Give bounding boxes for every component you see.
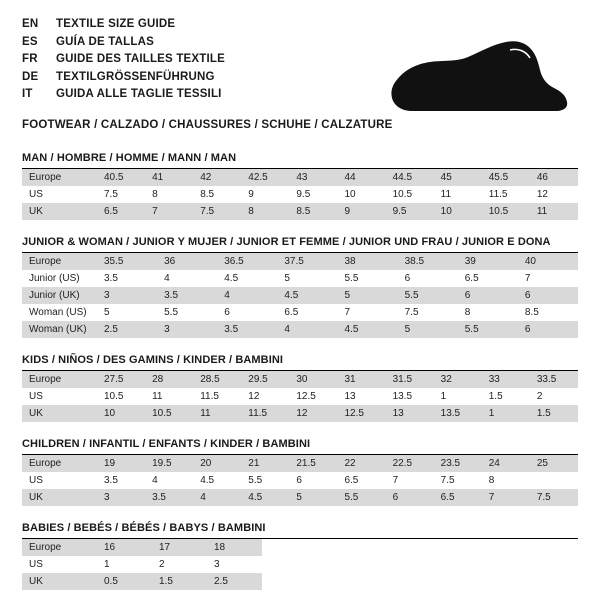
language-code: ES xyxy=(22,35,38,48)
size-cell: 13 xyxy=(337,388,385,405)
table-row xyxy=(22,371,578,388)
size-table xyxy=(22,253,578,338)
size-cell: 5.5 xyxy=(458,321,518,338)
size-cell: 3.5 xyxy=(145,489,193,506)
size-cell: 7.5 xyxy=(434,472,482,489)
size-cell: 8.5 xyxy=(193,186,241,203)
size-cell: 6 xyxy=(289,472,337,489)
size-table-wrap xyxy=(22,539,578,590)
table-row xyxy=(22,321,578,338)
row-label: UK xyxy=(22,489,97,506)
row-label: Europe xyxy=(22,455,97,472)
size-cell: 2.5 xyxy=(207,573,262,590)
row-label: UK xyxy=(22,405,97,422)
size-cell: 45 xyxy=(434,169,482,186)
size-cell: 5 xyxy=(277,270,337,287)
size-cell: 1 xyxy=(97,556,152,573)
size-cell: 4.5 xyxy=(277,287,337,304)
language-title: GUIDE DES TAILLES TEXTILE xyxy=(56,53,225,65)
table-row xyxy=(22,304,578,321)
size-cell: 18 xyxy=(207,539,262,556)
size-cell: 33.5 xyxy=(530,371,578,388)
size-cell: 6 xyxy=(518,287,578,304)
size-cell: 7.5 xyxy=(97,186,145,203)
language-title: GUIDA ALLE TAGLIE TESSILI xyxy=(56,88,222,100)
size-cell: 44.5 xyxy=(386,169,434,186)
size-cell: 36.5 xyxy=(217,253,277,270)
size-cell: 5.5 xyxy=(157,304,217,321)
size-cell: 1.5 xyxy=(530,405,578,422)
size-cell: 27.5 xyxy=(97,371,145,388)
size-table xyxy=(22,455,578,506)
size-cell: 13.5 xyxy=(386,388,434,405)
row-label: Europe xyxy=(22,371,97,388)
size-cell: 16 xyxy=(97,539,152,556)
size-cell: 5 xyxy=(338,287,398,304)
table-row xyxy=(22,270,578,287)
size-section xyxy=(22,438,578,506)
size-cell: 40 xyxy=(518,253,578,270)
language-title: GUÍA DE TALLAS xyxy=(56,35,154,48)
size-cell: 4 xyxy=(277,321,337,338)
size-cell: 9 xyxy=(241,186,289,203)
row-label: Europe xyxy=(22,253,97,270)
size-cell: 10.5 xyxy=(145,405,193,422)
size-cell: 10.5 xyxy=(97,388,145,405)
size-cell: 5.5 xyxy=(398,287,458,304)
size-cell: 2 xyxy=(530,388,578,405)
language-title: TEXTILGRÖSSENFÜHRUNG xyxy=(56,70,215,83)
size-cell: 30 xyxy=(289,371,337,388)
size-cell: 0.5 xyxy=(97,573,152,590)
table-row xyxy=(22,405,578,422)
size-cell: 6 xyxy=(518,321,578,338)
size-cell: 40.5 xyxy=(97,169,145,186)
size-cell: 5 xyxy=(398,321,458,338)
size-cell: 9.5 xyxy=(386,203,434,220)
language-row xyxy=(22,18,578,36)
size-cell: 5.5 xyxy=(338,270,398,287)
size-cell: 21.5 xyxy=(289,455,337,472)
language-code: FR xyxy=(22,53,38,65)
section-title: JUNIOR & WOMAN / JUNIOR Y MUJER / JUNIOR ET FEMME / JUNIOR UND FRAU / JUNIOR E DONA xyxy=(22,236,578,253)
size-cell: 42 xyxy=(193,169,241,186)
language-code: IT xyxy=(22,88,33,100)
size-section xyxy=(22,152,578,220)
table-row xyxy=(22,472,578,489)
size-cell xyxy=(530,472,578,489)
size-cell: 41 xyxy=(145,169,193,186)
size-cell: 3 xyxy=(97,489,145,506)
size-cell: 17 xyxy=(152,539,207,556)
size-cell: 13.5 xyxy=(434,405,482,422)
section-title: KIDS / NIÑOS / DES GAMINS / KINDER / BAMBINI xyxy=(22,354,578,371)
table-row xyxy=(22,253,578,270)
size-cell: 1 xyxy=(482,405,530,422)
size-cell: 12 xyxy=(289,405,337,422)
size-section xyxy=(22,236,578,338)
section-title: BABIES / BEBÉS / BÉBÉS / BABYS / BAMBINI xyxy=(22,522,578,539)
size-cell: 3 xyxy=(97,287,157,304)
size-cell: 2 xyxy=(152,556,207,573)
size-table xyxy=(22,371,578,422)
row-label: UK xyxy=(22,573,97,590)
row-label: Woman (US) xyxy=(22,304,97,321)
size-cell: 22 xyxy=(337,455,385,472)
size-cell: 22.5 xyxy=(386,455,434,472)
table-row xyxy=(22,455,578,472)
size-cell: 4 xyxy=(193,489,241,506)
size-cell: 10 xyxy=(434,203,482,220)
size-cell: 7.5 xyxy=(193,203,241,220)
size-table-wrap xyxy=(22,455,578,506)
size-cell: 7 xyxy=(386,472,434,489)
size-cell: 24 xyxy=(482,455,530,472)
size-cell: 37.5 xyxy=(277,253,337,270)
size-cell: 9.5 xyxy=(289,186,337,203)
size-cell: 8 xyxy=(458,304,518,321)
row-label: Woman (UK) xyxy=(22,321,97,338)
size-cell: 9 xyxy=(337,203,385,220)
size-cell: 38 xyxy=(338,253,398,270)
size-cell: 3 xyxy=(157,321,217,338)
size-cell: 4 xyxy=(145,472,193,489)
size-section xyxy=(22,522,578,590)
page-header xyxy=(22,18,578,131)
size-cell: 12 xyxy=(530,186,578,203)
size-cell: 10.5 xyxy=(386,186,434,203)
size-cell: 31.5 xyxy=(386,371,434,388)
size-cell: 3.5 xyxy=(97,472,145,489)
table-row xyxy=(22,556,262,573)
size-cell: 21 xyxy=(241,455,289,472)
language-code: EN xyxy=(22,18,39,30)
size-cell: 6.5 xyxy=(97,203,145,220)
size-cell: 28 xyxy=(145,371,193,388)
size-cell: 8 xyxy=(145,186,193,203)
size-cell: 38.5 xyxy=(398,253,458,270)
size-cell: 29.5 xyxy=(241,371,289,388)
size-cell: 8.5 xyxy=(518,304,578,321)
size-table xyxy=(22,539,262,590)
size-cell: 28.5 xyxy=(193,371,241,388)
section-title: MAN / HOMBRE / HOMME / MANN / MAN xyxy=(22,152,578,169)
size-cell: 44 xyxy=(337,169,385,186)
row-label: Junior (US) xyxy=(22,270,97,287)
size-cell: 43 xyxy=(289,169,337,186)
size-cell: 7.5 xyxy=(530,489,578,506)
size-cell: 4 xyxy=(157,270,217,287)
table-row xyxy=(22,169,578,186)
size-cell: 6.5 xyxy=(277,304,337,321)
language-title: TEXTILE SIZE GUIDE xyxy=(56,18,176,30)
table-row xyxy=(22,539,262,556)
size-cell: 5 xyxy=(97,304,157,321)
size-cell: 8 xyxy=(482,472,530,489)
size-cell: 10 xyxy=(97,405,145,422)
table-row xyxy=(22,203,578,220)
row-label: US xyxy=(22,186,97,203)
size-cell: 5.5 xyxy=(337,489,385,506)
table-row xyxy=(22,489,578,506)
size-cell: 8.5 xyxy=(289,203,337,220)
size-cell: 6 xyxy=(458,287,518,304)
size-cell: 45.5 xyxy=(482,169,530,186)
size-cell: 42.5 xyxy=(241,169,289,186)
size-cell: 7 xyxy=(145,203,193,220)
size-cell: 31 xyxy=(337,371,385,388)
size-cell: 7.5 xyxy=(398,304,458,321)
size-cell: 6 xyxy=(217,304,277,321)
size-cell: 2.5 xyxy=(97,321,157,338)
size-cell: 32 xyxy=(434,371,482,388)
size-cell: 3.5 xyxy=(217,321,277,338)
size-cell: 10 xyxy=(337,186,385,203)
row-label: US xyxy=(22,472,97,489)
table-row xyxy=(22,287,578,304)
size-cell: 3 xyxy=(207,556,262,573)
row-label: Junior (UK) xyxy=(22,287,97,304)
size-cell: 7 xyxy=(518,270,578,287)
size-cell: 6.5 xyxy=(434,489,482,506)
dress-shoe-silhouette-icon xyxy=(390,40,570,118)
size-cell: 11.5 xyxy=(193,388,241,405)
size-cell: 12 xyxy=(241,388,289,405)
size-cell: 46 xyxy=(530,169,578,186)
size-cell: 4.5 xyxy=(241,489,289,506)
size-cell: 13 xyxy=(386,405,434,422)
size-cell: 11 xyxy=(145,388,193,405)
size-cell: 19.5 xyxy=(145,455,193,472)
size-cell: 35.5 xyxy=(97,253,157,270)
size-cell: 7 xyxy=(338,304,398,321)
size-cell: 5.5 xyxy=(241,472,289,489)
size-cell: 5 xyxy=(289,489,337,506)
size-cell: 10.5 xyxy=(482,203,530,220)
row-label: US xyxy=(22,388,97,405)
size-cell: 19 xyxy=(97,455,145,472)
size-cell: 7 xyxy=(482,489,530,506)
table-row xyxy=(22,388,578,405)
size-cell: 33 xyxy=(482,371,530,388)
size-cell: 6.5 xyxy=(337,472,385,489)
row-label: UK xyxy=(22,203,97,220)
table-row xyxy=(22,573,262,590)
size-cell: 39 xyxy=(458,253,518,270)
size-cell: 3.5 xyxy=(157,287,217,304)
size-cell: 1.5 xyxy=(482,388,530,405)
size-table-wrap xyxy=(22,169,578,220)
size-cell: 11 xyxy=(193,405,241,422)
size-table-wrap xyxy=(22,371,578,422)
size-cell: 4.5 xyxy=(193,472,241,489)
size-cell: 4.5 xyxy=(217,270,277,287)
size-cell: 20 xyxy=(193,455,241,472)
size-cell: 3.5 xyxy=(97,270,157,287)
row-label: Europe xyxy=(22,169,97,186)
size-cell: 12.5 xyxy=(337,405,385,422)
page-subtitle: FOOTWEAR / CALZADO / CHAUSSURES / SCHUHE / CALZATURE xyxy=(22,118,393,131)
size-cell: 4 xyxy=(217,287,277,304)
size-table-wrap xyxy=(22,253,578,338)
size-cell: 36 xyxy=(157,253,217,270)
size-cell: 11 xyxy=(434,186,482,203)
size-cell: 6.5 xyxy=(458,270,518,287)
row-label: US xyxy=(22,556,97,573)
size-cell: 1 xyxy=(434,388,482,405)
row-label: Europe xyxy=(22,539,97,556)
section-title: CHILDREN / INFANTIL / ENFANTS / KINDER / BAMBINI xyxy=(22,438,578,455)
size-table xyxy=(22,169,578,220)
table-row xyxy=(22,186,578,203)
size-cell: 8 xyxy=(241,203,289,220)
size-cell: 1.5 xyxy=(152,573,207,590)
size-cell: 11.5 xyxy=(241,405,289,422)
size-cell: 4.5 xyxy=(338,321,398,338)
size-tables xyxy=(22,152,578,590)
size-cell: 6 xyxy=(398,270,458,287)
language-code: DE xyxy=(22,70,39,83)
size-section xyxy=(22,354,578,422)
size-cell: 12.5 xyxy=(289,388,337,405)
size-cell: 23.5 xyxy=(434,455,482,472)
size-cell: 11.5 xyxy=(482,186,530,203)
size-cell: 25 xyxy=(530,455,578,472)
size-cell: 11 xyxy=(530,203,578,220)
size-cell: 6 xyxy=(386,489,434,506)
